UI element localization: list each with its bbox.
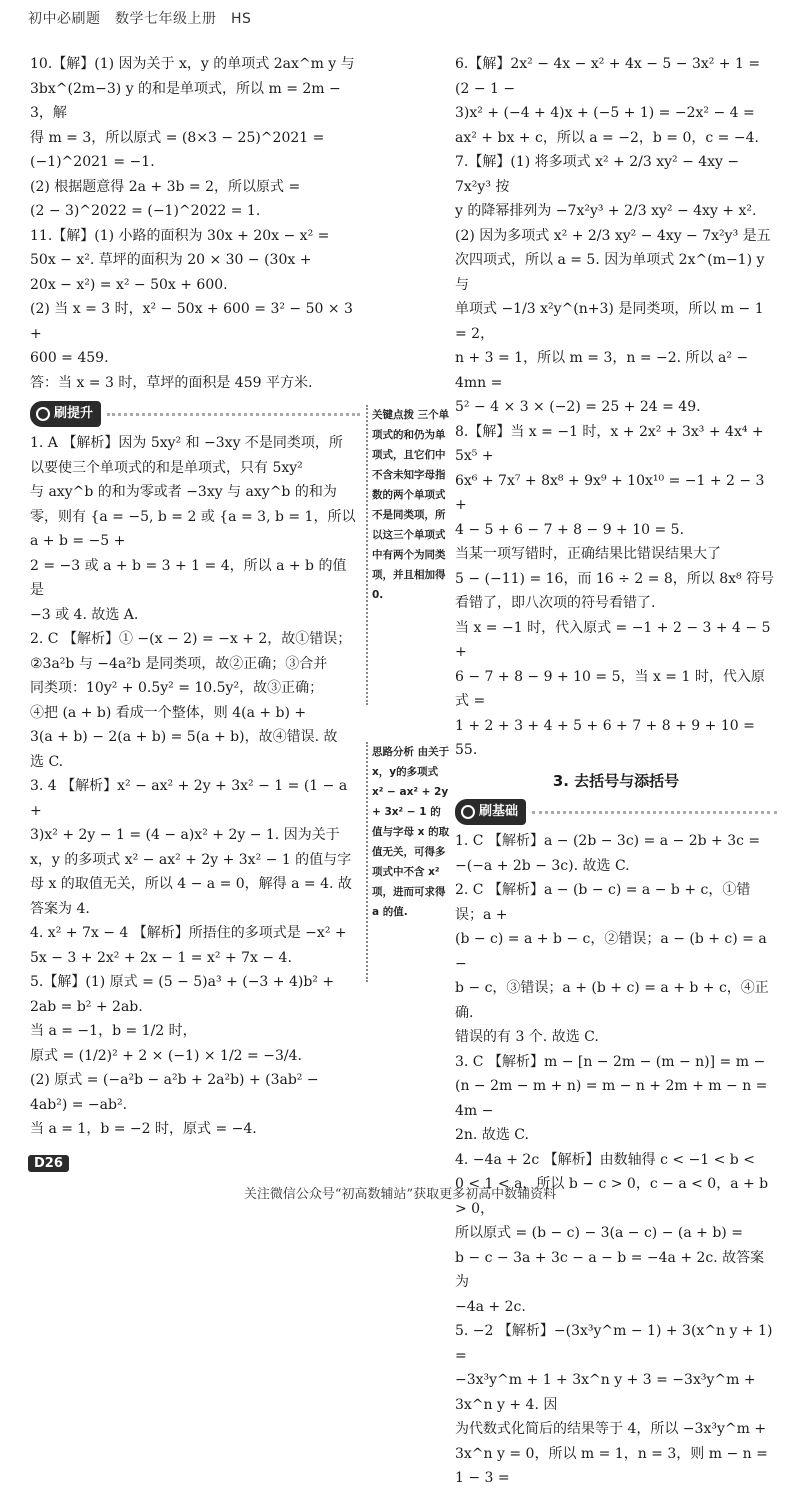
left-block-1	[30, 52, 360, 395]
text-line: 零，则有 {a = −5, b = 2 或 {a = 3, b = 1，所以 a + b = −5 +	[30, 508, 356, 549]
text-line: 20x − x²) = x² − 50x + 600.	[30, 276, 228, 293]
text-line: 错误的有 3 个. 故选 C.	[455, 1029, 599, 1045]
text-line: 6x⁶ + 7x⁷ + 8x⁸ + 9x⁹ + 10x¹⁰ = −1 + 2 − 3 +	[455, 472, 765, 513]
text-line: 与 axy^b 的和为零或者 −3xy 与 axy^b 的和为	[30, 484, 337, 500]
text-line: 0 < 1 < a，所以 b − c > 0，c − a < 0，a + b > 0，	[455, 1176, 769, 1217]
text-line: ax² + bx + c，所以 a = −2，b = 0，c = −4.	[455, 129, 759, 146]
text-line: 母 x 的取值无关，所以 4 − a = 0，解得 a = 4. 故	[30, 876, 352, 892]
text-line: 当 a = −1，b = 1/2 时，	[30, 1023, 197, 1039]
text-line: ④把 (a + b) 看成一个整体，则 4(a + b) +	[30, 704, 307, 721]
text-line: 50x − x². 草坪的面积为 20 × 30 − (30x +	[30, 252, 312, 268]
text-line: 1. C 【解析】a − (2b − 3c) = a − 2b + 3c =	[455, 833, 761, 849]
text-line: 5² − 4 × 3 × (−2) = 25 + 24 = 49.	[455, 399, 701, 415]
text-line: 1 + 2 + 3 + 4 + 5 + 6 + 7 + 8 + 9 + 10 = 55.	[455, 717, 755, 758]
text-line: 10.【解】(1) 因为关于 x，y 的单项式 2ax^m y 与	[30, 56, 355, 72]
text-line: (b − c) = a + b − c，②错误；a − (b + c) = a −	[455, 931, 767, 972]
text-line: 1. A 【解析】因为 5xy² 和 −3xy 不是同类项，所	[30, 435, 343, 451]
text-line: 3)x² + 2y − 1 = (4 − a)x² + 2y − 1. 因为关于	[30, 827, 340, 843]
text-line: 5.【解】(1) 原式 = (5 − 5)a³ + (−3 + 4)b² +	[30, 974, 335, 990]
text-line: 5. −2 【解析】−(3x³y^m − 1) + 3(x^n y + 1) =	[455, 1323, 773, 1364]
text-line: (2) 因为多项式 x² + 2/3 xy² − 4xy − 7x²y³ 是五	[455, 227, 771, 244]
text-line: 11.【解】(1) 小路的面积为 30x + 20x − x² =	[30, 227, 330, 244]
text-line: 所以原式 = (b − c) − 3(a − c) − (a + b) =	[455, 1225, 743, 1241]
text-line: 3(a + b) − 2(a + b) = 5(a + b)，故④错误. 故	[30, 729, 338, 745]
text-line: 答案为 4.	[30, 900, 90, 917]
right-block-2	[455, 829, 777, 1491]
section-title: 刷提升	[54, 405, 94, 421]
footer-note: 关注微信公众号“初高数辅站”获取更多初高中数辅资料	[243, 1187, 557, 1202]
text-line: 4ab²) = −ab².	[30, 1096, 128, 1113]
left-block-2	[30, 431, 360, 1142]
text-line: ②3a²b 与 −4a²b 是同类项，故②正确；③合并	[30, 655, 328, 672]
text-line: 选 C.	[30, 753, 64, 770]
text-line: 6.【解】2x² − 4x − x² + 4x − 5 − 3x² + 1 = (2 − 1 −	[455, 56, 761, 97]
section-header-basic	[455, 799, 777, 825]
text-line: b − c − 3a + 3c − a − b = −4a + 2c. 故答案为	[455, 1249, 765, 1290]
section-badge	[30, 401, 101, 428]
text-line: 600 = 459.	[30, 350, 109, 366]
right-column	[455, 52, 777, 1491]
text-line: (2 − 3)^2022 = (−1)^2022 = 1.	[30, 203, 261, 219]
text-line: 5 − (−11) = 16，而 16 ÷ 2 = 8，所以 8x⁸ 符号	[455, 570, 775, 587]
text-line: 当 x = −1 时，代入原式 = −1 + 2 − 3 + 4 − 5 +	[455, 619, 771, 660]
section-header-improve	[30, 401, 360, 427]
text-line: (2) 根据题意得 2a + 3b = 2，所以原式 =	[30, 178, 301, 195]
left-column	[30, 52, 360, 1142]
text-line: (−1)^2021 = −1.	[30, 154, 155, 170]
text-line: −(−a + 2b − 3c). 故选 C.	[455, 857, 630, 874]
text-line: 2 = −3 或 a + b = 3 + 1 = 4，所以 a + b 的值是	[30, 557, 347, 598]
text-line: 8.【解】当 x = −1 时，x + 2x² + 3x³ + 4x⁴ + 5x⁵ +	[455, 423, 764, 464]
text-line: 3. 4 【解析】x² − ax² + 2y + 3x² − 1 = (1 − a +	[30, 778, 348, 819]
text-line: 2ab = b² + 2ab.	[30, 998, 143, 1015]
text-line: 以要使三个单项式的和是单项式，只有 5xy²	[30, 459, 303, 476]
sidebar-note-analysis: 思路分析 由关于x，y的多项式 x² − ax² + 2y + 3x² − 1 的值与字母 x 的取值无关，可得多项式中不含 x² 项，进而可求得 a 的值.	[366, 742, 450, 982]
text-line: 看错了，即八次项的符号看错了.	[455, 595, 656, 611]
text-line: 5x − 3 + 2x² + 2x − 1 = x² + 7x − 4.	[30, 949, 292, 966]
text-line: 同类项：10y² + 0.5y² = 10.5y²，故③正确；	[30, 680, 324, 696]
section-title: 刷基础	[479, 803, 519, 819]
text-line: 6 − 7 + 8 − 9 + 10 = 5，当 x = 1 时，代入原式 =	[455, 668, 765, 709]
text-line: 4. x² + 7x − 4 【解析】所捂住的多项式是 −x² +	[30, 925, 347, 941]
text-line: 2n. 故选 C.	[455, 1127, 529, 1143]
text-line: −3x³y^m + 1 + 3x^n y + 3 = −3x³y^m + 3x^n y + 4. 因	[455, 1372, 756, 1413]
text-line: 为代数式化简后的结果等于 4，所以 −3x³y^m +	[455, 1421, 767, 1437]
brush-icon	[36, 407, 50, 421]
text-line: n + 3 = 1，所以 m = 3，n = −2. 所以 a² − 4mn =	[455, 350, 749, 391]
text-line: −4a + 2c.	[455, 1298, 526, 1315]
text-line: 答：当 x = 3 时，草坪的面积是 459 平方米.	[30, 374, 313, 391]
text-line: 2. C 【解析】a − (b − c) = a − b + c，①错误；a +	[455, 882, 751, 923]
text-line: 3x^n y = 0，所以 m = 1，n = 3，则 m − n = 1 − 3 =	[455, 1445, 768, 1486]
text-line: 次四项式，所以 a = 5. 因为单项式 2x^(m−1) y 与	[455, 252, 765, 293]
brush-icon	[461, 805, 475, 819]
page-header: 初中必刷题 数学七年级上册 HS	[28, 11, 252, 27]
text-line: 7.【解】(1) 将多项式 x² + 2/3 xy² − 4xy − 7x²y³ 按	[455, 154, 740, 195]
text-line: 3)x² + (−4 + 4)x + (−5 + 1) = −2x² − 4 =	[455, 105, 755, 121]
text-line: −3 或 4. 故选 A.	[30, 606, 139, 623]
sidebar-note-key-point: 关键点拨 三个单项式的和仍为单项式，且它们中不含未知字母指数的两个单项式不是同类项，所以这三个单项式中有两个为同类项，并且相加得0.	[366, 405, 450, 705]
text-line: 当 a = 1，b = −2 时，原式 = −4.	[30, 1121, 257, 1137]
text-line: (n − 2m − m + n) = m − n + 2m + m − n = 4m −	[455, 1078, 768, 1119]
dotted-divider	[532, 811, 777, 814]
text-line: 2. C 【解析】① −(x − 2) = −x + 2，故①错误；	[30, 631, 352, 647]
text-line: 单项式 −1/3 x²y^(n+3) 是同类项，所以 m − 1 = 2，	[455, 301, 764, 342]
text-line: 4 − 5 + 6 − 7 + 8 − 9 + 10 = 5.	[455, 521, 685, 538]
dotted-divider	[107, 413, 360, 416]
text-line: 原式 = (1/2)² + 2 × (−1) × 1/2 = −3/4.	[30, 1047, 302, 1064]
section-badge	[455, 799, 526, 826]
right-block-1	[455, 52, 777, 763]
text-line: x，y 的多项式 x² − ax² + 2y + 3x² − 1 的值与字	[30, 851, 352, 868]
page-number: D26	[28, 1155, 69, 1172]
text-line: 3bx^(2m−3) y 的和是单项式，所以 m = 2m − 3，解	[30, 80, 341, 121]
text-line: (2) 原式 = (−a²b − a²b + 2a²b) + (3ab² −	[30, 1072, 319, 1088]
text-line: 4. −4a + 2c 【解析】由数轴得 c < −1 < b <	[455, 1151, 755, 1168]
text-line: 3. C 【解析】m − [n − 2m − (m − n)] = m −	[455, 1053, 766, 1070]
text-line: b − c，③错误；a + (b + c) = a + b + c，④正确.	[455, 980, 769, 1021]
chapter-title: 3. 去括号与添括号	[552, 771, 680, 790]
text-line: 当某一项写错时，正确结果比错误结果大了	[455, 546, 721, 562]
text-line: y 的降幂排列为 −7x²y³ + 2/3 xy² − 4xy + x².	[455, 203, 757, 219]
text-line: (2) 当 x = 3 时，x² − 50x + 600 = 3² − 50 × 3 +	[30, 301, 353, 342]
text-line: 得 m = 3，所以原式 = (8×3 − 25)^2021 =	[30, 129, 325, 146]
